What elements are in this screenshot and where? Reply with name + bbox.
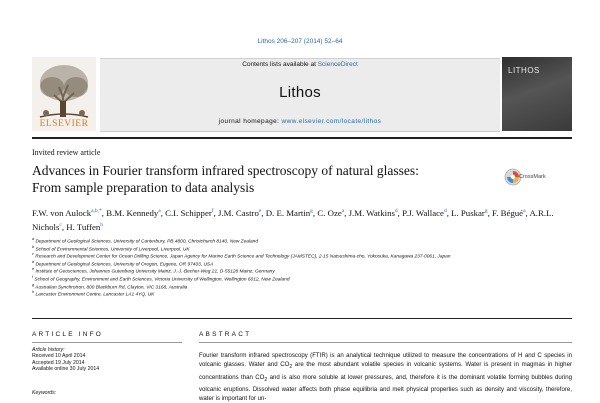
- author-name[interactable]: P.J. Wallace: [402, 207, 444, 218]
- affiliation-marker: f: [32, 275, 34, 279]
- author-affiliation-marker[interactable]: d: [394, 208, 398, 214]
- affiliation-text: Lancaster Environment Centre, Lancaster LA1 4YQ, UK: [35, 292, 155, 298]
- author-name[interactable]: C.I. Schipper: [165, 207, 212, 218]
- abstract-subscript-1: 2: [289, 364, 293, 371]
- author-affiliation-marker[interactable]: h: [100, 222, 104, 229]
- author-name[interactable]: L. Puskar: [451, 207, 485, 218]
- affiliation-line: [32, 289, 572, 299]
- author-list: F.W. von Aulock$^{a,b,*}$, B.M. Kennedy$^a$, C.I. Schipper$^f$, J.M. Castro$^e$, D. E. Martin$^g$, C. Oze$^a$, J.M. Watkins$^d$, P.J. Wallace$^d$, L. Puskar$^g$, F. Bégué$^a$, A.R.L. Nichols$^c$, H. Tuffen$^h$: [32, 207, 554, 233]
- affiliation-text: Institute of Geosciences, Johannes Gutenberg University Mainz, J.-J.-Becher-Weg 21, D-55128 Mainz, Germany: [35, 269, 275, 275]
- author-name[interactable]: F.W. von Aulock: [32, 207, 92, 218]
- author-name[interactable]: A.R.L. Nichols: [32, 207, 554, 233]
- author-name[interactable]: B.M. Kennedy: [106, 207, 159, 218]
- author-affiliation-marker[interactable]: f: [211, 208, 214, 214]
- abstract-rule: [199, 342, 572, 343]
- keywords-label: Keywords:: [32, 390, 57, 396]
- affiliation-text: School of Geography, Environment and Earth Sciences, Victoria University of Wellington, Wellington 6012, New Zealand: [34, 277, 290, 283]
- section-rule: [32, 318, 572, 319]
- article-history: [32, 347, 182, 372]
- contents-line: [100, 61, 500, 68]
- elsevier-wordmark: ELSEVIER: [39, 119, 89, 129]
- journal-homepage: [100, 118, 500, 125]
- author-name[interactable]: J.M. Watkins: [348, 207, 395, 218]
- online-date: Available online 30 July 2014: [32, 365, 100, 372]
- author-affiliation-marker[interactable]: a: [341, 208, 345, 214]
- affiliation-text: Research and Development Center for Ocean Drilling Science, Japan Agency for Marine Earth Science and Technology (JAMSTEC), 2-15 Natsushima-cho, Yokosuka, Kanagawa 237-0061, Japan: [35, 254, 451, 260]
- article-info-rule: [32, 342, 182, 343]
- author-name[interactable]: F. Bégué: [492, 207, 524, 218]
- received-date: Received 10 April 2014: [32, 353, 86, 360]
- homepage-link[interactable]: www.elsevier.com/locate/lithos: [281, 118, 382, 125]
- affiliation-marker: h: [32, 290, 35, 295]
- abstract-subscript-2: 2: [264, 376, 268, 383]
- abstract-part-1: Fourier transform infrared spectroscopy (FTIR) is an analytical technique utilized to measure the concentrations of H and C species in volcanic glasses. Water and CO: [199, 352, 572, 369]
- author-affiliation-marker[interactable]: a: [158, 208, 161, 214]
- abstract-text: [199, 351, 572, 403]
- author-affiliation-marker[interactable]: g: [310, 208, 313, 214]
- journal-name: Lithos: [279, 84, 321, 101]
- affiliation-marker: d: [32, 259, 35, 264]
- abstract-part-2: are the most abundant volatile species in volcanic systems. Water is present in magmas in higher concentrations than CO: [199, 361, 572, 381]
- article-title: [32, 162, 472, 196]
- history-label: Article history:: [32, 347, 65, 353]
- homepage-prefix: journal homepage:: [218, 118, 282, 125]
- journal-reference[interactable]: Lithos 206–207 (2014) 52–64: [257, 38, 343, 45]
- sciencedirect-link[interactable]: ScienceDirect: [317, 61, 358, 68]
- accepted-date: Accepted 19 July 2014: [32, 359, 85, 366]
- abstract-heading: ABSTRACT: [199, 331, 252, 338]
- affiliation-text: School of Environmental Sciences, University of Liverpool, Liverpool, UK: [35, 247, 190, 253]
- affiliation-marker: a: [32, 237, 35, 241]
- author-affiliation-marker[interactable]: a,b,*: [91, 208, 102, 214]
- author-affiliation-marker[interactable]: d: [443, 208, 447, 214]
- affiliation-marker: b: [32, 244, 35, 249]
- article-type: Invited review article: [32, 148, 101, 157]
- affiliation-marker: e: [32, 267, 35, 272]
- cover-title: LITHOS: [508, 66, 540, 75]
- author-affiliation-marker[interactable]: e: [258, 208, 262, 214]
- author-name[interactable]: J.M. Castro: [218, 207, 259, 218]
- author-name[interactable]: H. Tuffen: [66, 222, 101, 233]
- affiliation-marker: g: [32, 282, 35, 287]
- author-affiliation-marker[interactable]: c: [59, 222, 62, 229]
- abstract-part-3: and is also more soluble at lower pressures, and, therefore it is the dominant volatile forming bubbles during volcanic eruptions. Dissolved water affects both phase equilibria and melt physical properties such as density and viscosity, therefore, water is important for un-: [199, 373, 572, 403]
- affiliation-marker: c: [32, 252, 34, 257]
- crossmark-label[interactable]: CrossMark: [519, 174, 546, 180]
- affiliation-text: Department of Geological Sciences, University of Oregon, Eugene, OR 97403, USA: [35, 262, 214, 268]
- header-rule: [32, 137, 572, 139]
- affiliation-text: Australian Synchrotron, 800 Blackburn Rd, Clayton, VIC 3168, Australia: [35, 285, 188, 291]
- author-name[interactable]: C. Oze: [317, 207, 342, 218]
- affiliation-text: Department of Geological Sciences, University of Canterbury, PB 4800, Christchurch 8140, New Zealand: [35, 239, 259, 245]
- article-info-heading: ARTICLE INFO: [32, 331, 104, 338]
- title-line-1: Advances in Fourier transform infrared spectroscopy of natural glasses:: [32, 163, 419, 178]
- author-affiliation-marker[interactable]: g: [484, 208, 488, 214]
- title-line-2: From sample preparation to data analysis: [32, 180, 255, 195]
- author-name[interactable]: D. E. Martin: [265, 207, 311, 218]
- author-affiliation-marker[interactable]: a: [523, 208, 526, 214]
- contents-prefix: Contents lists available at: [242, 61, 318, 68]
